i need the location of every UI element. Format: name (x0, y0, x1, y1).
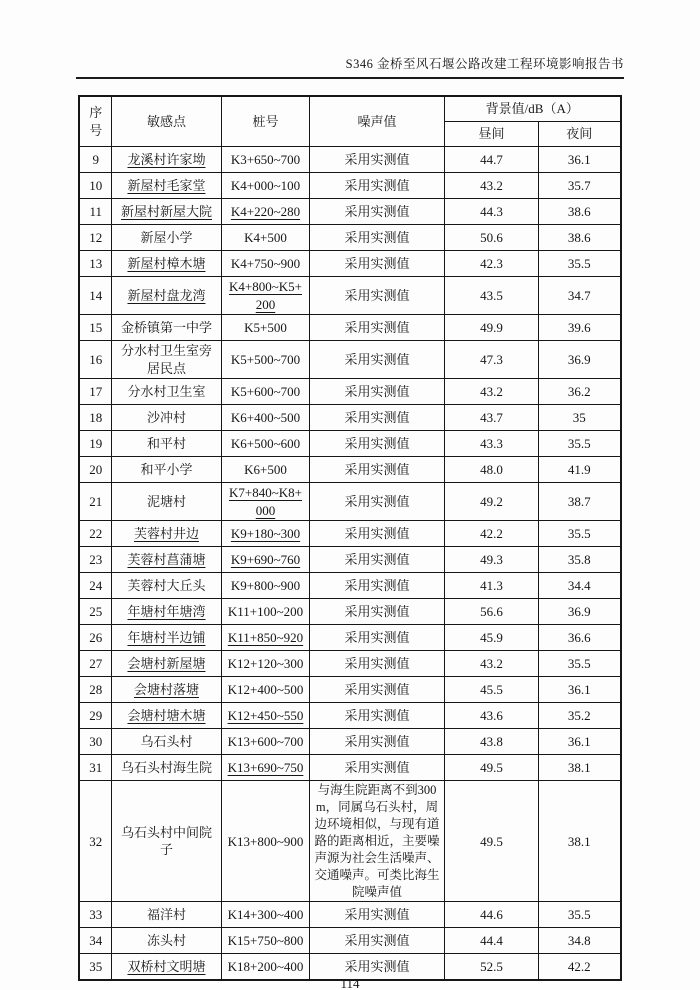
cell-day-background: 44.6 (444, 902, 538, 928)
cell-sensitive-point: 新屋村毛家堂 (111, 173, 221, 199)
cell-stake: K15+750~800 (221, 928, 309, 954)
cell-sensitive-point: 新屋小学 (111, 225, 221, 251)
cell-sensitive-point: 芙蓉村菖蒲塘 (111, 547, 221, 573)
cell-sensitive-point: 乌石头村海生院 (111, 755, 221, 781)
cell-noise-value: 采用实测值 (309, 173, 444, 199)
cell-stake: K18+200~400 (221, 954, 309, 981)
cell-day-background: 42.3 (444, 251, 538, 277)
cell-sensitive-point: 分水村卫生室旁居民点 (111, 341, 221, 379)
cell-noise-value: 采用实测值 (309, 625, 444, 651)
cell-index: 16 (79, 341, 111, 379)
cell-noise-value: 与海生院距离不到300m，同属乌石头村，周边环境相似，与现有道路的距离相近，主要噪声源为社会生活噪声、交通噪声。可类比海生院噪声值 (309, 781, 444, 902)
cell-night-background: 34.7 (538, 277, 620, 315)
cell-index: 31 (79, 755, 111, 781)
cell-noise-value: 采用实测值 (309, 341, 444, 379)
cell-stake: K14+300~400 (221, 902, 309, 928)
cell-sensitive-point: 新屋村樟木塘 (111, 251, 221, 277)
cell-stake: K4+750~900 (221, 251, 309, 277)
cell-stake: K5+600~700 (221, 379, 309, 405)
column-header-day: 昼间 (444, 122, 538, 147)
table-header-row-1 (79, 96, 620, 122)
cell-stake: K13+800~900 (221, 781, 309, 902)
cell-night-background: 35.2 (538, 703, 620, 729)
cell-night-background: 38.6 (538, 225, 620, 251)
table-row (79, 379, 620, 405)
cell-day-background: 50.6 (444, 225, 538, 251)
cell-index: 32 (79, 781, 111, 902)
cell-stake: K4+220~280 (221, 199, 309, 225)
cell-noise-value: 采用实测值 (309, 547, 444, 573)
cell-index: 13 (79, 251, 111, 277)
cell-index: 23 (79, 547, 111, 573)
cell-stake: K4+800~K5+200 (221, 277, 309, 315)
cell-stake: K5+500 (221, 315, 309, 341)
cell-index: 10 (79, 173, 111, 199)
cell-sensitive-point: 沙冲村 (111, 405, 221, 431)
cell-index: 29 (79, 703, 111, 729)
cell-noise-value: 采用实测值 (309, 651, 444, 677)
cell-night-background: 38.1 (538, 755, 620, 781)
cell-sensitive-point: 和平村 (111, 431, 221, 457)
table-row (79, 483, 620, 521)
cell-noise-value: 采用实测值 (309, 573, 444, 599)
cell-noise-value: 采用实测值 (309, 483, 444, 521)
cell-night-background: 36.1 (538, 677, 620, 703)
column-header-index: 序号 (79, 96, 111, 147)
cell-night-background: 36.9 (538, 599, 620, 625)
cell-noise-value: 采用实测值 (309, 729, 444, 755)
cell-night-background: 36.1 (538, 147, 620, 173)
cell-stake: K12+450~550 (221, 703, 309, 729)
cell-day-background: 43.2 (444, 651, 538, 677)
cell-night-background: 39.6 (538, 315, 620, 341)
cell-day-background: 44.3 (444, 199, 538, 225)
table-row (79, 547, 620, 573)
cell-noise-value: 采用实测值 (309, 599, 444, 625)
table-row (79, 521, 620, 547)
cell-noise-value: 采用实测值 (309, 457, 444, 483)
cell-stake: K6+400~500 (221, 405, 309, 431)
cell-day-background: 49.5 (444, 755, 538, 781)
cell-day-background: 49.2 (444, 483, 538, 521)
cell-sensitive-point: 会塘村新屋塘 (111, 651, 221, 677)
cell-stake: K7+840~K8+000 (221, 483, 309, 521)
table-header (79, 96, 620, 147)
cell-day-background: 44.7 (444, 147, 538, 173)
cell-sensitive-point: 乌石头村 (111, 729, 221, 755)
cell-night-background: 36.9 (538, 341, 620, 379)
cell-index: 11 (79, 199, 111, 225)
cell-day-background: 49.9 (444, 315, 538, 341)
cell-noise-value: 采用实测值 (309, 199, 444, 225)
cell-night-background: 35.5 (538, 251, 620, 277)
cell-noise-value: 采用实测值 (309, 677, 444, 703)
table-row (79, 703, 620, 729)
table-row (79, 405, 620, 431)
cell-night-background: 41.9 (538, 457, 620, 483)
cell-sensitive-point: 芙蓉村大丘头 (111, 573, 221, 599)
cell-sensitive-point: 会塘村塘木塘 (111, 703, 221, 729)
cell-index: 35 (79, 954, 111, 981)
cell-stake: K9+800~900 (221, 573, 309, 599)
document-page (0, 54, 700, 990)
cell-index: 14 (79, 277, 111, 315)
cell-night-background: 34.8 (538, 928, 620, 954)
cell-sensitive-point: 新屋村新屋大院 (111, 199, 221, 225)
cell-stake: K12+400~500 (221, 677, 309, 703)
cell-night-background: 38.7 (538, 483, 620, 521)
cell-noise-value: 采用实测值 (309, 755, 444, 781)
cell-night-background: 36.6 (538, 625, 620, 651)
cell-day-background: 43.2 (444, 173, 538, 199)
cell-index: 15 (79, 315, 111, 341)
cell-day-background: 48.0 (444, 457, 538, 483)
cell-night-background: 35.5 (538, 521, 620, 547)
cell-day-background: 41.3 (444, 573, 538, 599)
cell-night-background: 35.5 (538, 431, 620, 457)
table-row (79, 781, 620, 902)
cell-index: 33 (79, 902, 111, 928)
cell-noise-value: 采用实测值 (309, 703, 444, 729)
cell-index: 9 (79, 147, 111, 173)
noise-monitoring-table (78, 95, 621, 981)
cell-night-background: 38.6 (538, 199, 620, 225)
document-header (76, 54, 624, 79)
cell-day-background: 45.5 (444, 677, 538, 703)
cell-stake: K3+650~700 (221, 147, 309, 173)
cell-index: 12 (79, 225, 111, 251)
cell-sensitive-point: 年塘村半边铺 (111, 625, 221, 651)
cell-day-background: 44.4 (444, 928, 538, 954)
cell-index: 20 (79, 457, 111, 483)
cell-index: 17 (79, 379, 111, 405)
cell-stake: K6+500~600 (221, 431, 309, 457)
cell-stake: K6+500 (221, 457, 309, 483)
cell-day-background: 43.7 (444, 405, 538, 431)
cell-day-background: 43.5 (444, 277, 538, 315)
cell-sensitive-point: 年塘村年塘湾 (111, 599, 221, 625)
cell-stake: K11+100~200 (221, 599, 309, 625)
table-row (79, 755, 620, 781)
cell-noise-value: 采用实测值 (309, 315, 444, 341)
page-footer (0, 976, 700, 990)
cell-night-background: 35 (538, 405, 620, 431)
cell-index: 21 (79, 483, 111, 521)
cell-noise-value: 采用实测值 (309, 379, 444, 405)
cell-noise-value: 采用实测值 (309, 431, 444, 457)
cell-sensitive-point: 和平小学 (111, 457, 221, 483)
cell-night-background: 34.4 (538, 573, 620, 599)
column-header-sensitive-point: 敏感点 (111, 96, 221, 147)
cell-sensitive-point: 龙溪村许家坳 (111, 147, 221, 173)
table-row (79, 225, 620, 251)
table-row (79, 599, 620, 625)
cell-sensitive-point: 会塘村落塘 (111, 677, 221, 703)
cell-night-background: 36.1 (538, 729, 620, 755)
cell-noise-value: 采用实测值 (309, 405, 444, 431)
cell-stake: K9+690~760 (221, 547, 309, 573)
cell-noise-value: 采用实测值 (309, 521, 444, 547)
cell-stake: K4+500 (221, 225, 309, 251)
cell-day-background: 45.9 (444, 625, 538, 651)
table-row (79, 902, 620, 928)
cell-stake: K13+690~750 (221, 755, 309, 781)
table-row (79, 729, 620, 755)
cell-index: 27 (79, 651, 111, 677)
cell-noise-value: 采用实测值 (309, 277, 444, 315)
cell-stake: K5+500~700 (221, 341, 309, 379)
cell-noise-value: 采用实测值 (309, 928, 444, 954)
cell-night-background: 35.5 (538, 902, 620, 928)
cell-stake: K9+180~300 (221, 521, 309, 547)
cell-sensitive-point: 双桥村文明塘 (111, 954, 221, 981)
cell-index: 22 (79, 521, 111, 547)
cell-sensitive-point: 福洋村 (111, 902, 221, 928)
cell-sensitive-point: 乌石头村中间院子 (111, 781, 221, 902)
cell-day-background: 49.3 (444, 547, 538, 573)
cell-sensitive-point: 新屋村盘龙湾 (111, 277, 221, 315)
column-header-stake: 桩号 (221, 96, 309, 147)
cell-sensitive-point: 芙蓉村井边 (111, 521, 221, 547)
cell-index: 25 (79, 599, 111, 625)
column-header-night: 夜间 (538, 122, 620, 147)
cell-night-background: 35.8 (538, 547, 620, 573)
cell-index: 19 (79, 431, 111, 457)
cell-stake: K12+120~300 (221, 651, 309, 677)
table-row (79, 341, 620, 379)
table-row (79, 173, 620, 199)
table-row (79, 573, 620, 599)
table-row (79, 651, 620, 677)
table-row (79, 625, 620, 651)
cell-index: 28 (79, 677, 111, 703)
page-number: 114 (340, 976, 360, 990)
cell-sensitive-point: 金桥镇第一中学 (111, 315, 221, 341)
cell-index: 26 (79, 625, 111, 651)
header-title: S346 金桥至风石堰公路改建工程环境影响报告书 (345, 57, 624, 71)
table-row (79, 431, 620, 457)
cell-night-background: 38.1 (538, 781, 620, 902)
cell-day-background: 43.6 (444, 703, 538, 729)
cell-noise-value: 采用实测值 (309, 225, 444, 251)
table-row (79, 928, 620, 954)
table-row (79, 315, 620, 341)
cell-noise-value: 采用实测值 (309, 902, 444, 928)
table-row (79, 677, 620, 703)
cell-index: 34 (79, 928, 111, 954)
cell-index: 24 (79, 573, 111, 599)
cell-sensitive-point: 泥塘村 (111, 483, 221, 521)
table-row (79, 251, 620, 277)
cell-day-background: 52.5 (444, 954, 538, 981)
cell-noise-value: 采用实测值 (309, 251, 444, 277)
cell-night-background: 35.5 (538, 651, 620, 677)
cell-sensitive-point: 冻头村 (111, 928, 221, 954)
cell-stake: K4+000~100 (221, 173, 309, 199)
cell-day-background: 43.3 (444, 431, 538, 457)
cell-sensitive-point: 分水村卫生室 (111, 379, 221, 405)
cell-noise-value: 采用实测值 (309, 954, 444, 981)
cell-night-background: 42.2 (538, 954, 620, 981)
cell-day-background: 49.5 (444, 781, 538, 902)
cell-index: 18 (79, 405, 111, 431)
cell-index: 30 (79, 729, 111, 755)
table-row (79, 147, 620, 173)
column-header-noise-value: 噪声值 (309, 96, 444, 147)
cell-stake: K11+850~920 (221, 625, 309, 651)
column-header-background-group: 背景值/dB（A） (444, 96, 620, 122)
table-row (79, 457, 620, 483)
cell-day-background: 42.2 (444, 521, 538, 547)
cell-day-background: 43.2 (444, 379, 538, 405)
cell-day-background: 47.3 (444, 341, 538, 379)
table-row (79, 199, 620, 225)
cell-night-background: 35.7 (538, 173, 620, 199)
cell-night-background: 36.2 (538, 379, 620, 405)
cell-noise-value: 采用实测值 (309, 147, 444, 173)
cell-day-background: 56.6 (444, 599, 538, 625)
cell-stake: K13+600~700 (221, 729, 309, 755)
table-body (79, 147, 620, 981)
table-row (79, 277, 620, 315)
cell-day-background: 43.8 (444, 729, 538, 755)
